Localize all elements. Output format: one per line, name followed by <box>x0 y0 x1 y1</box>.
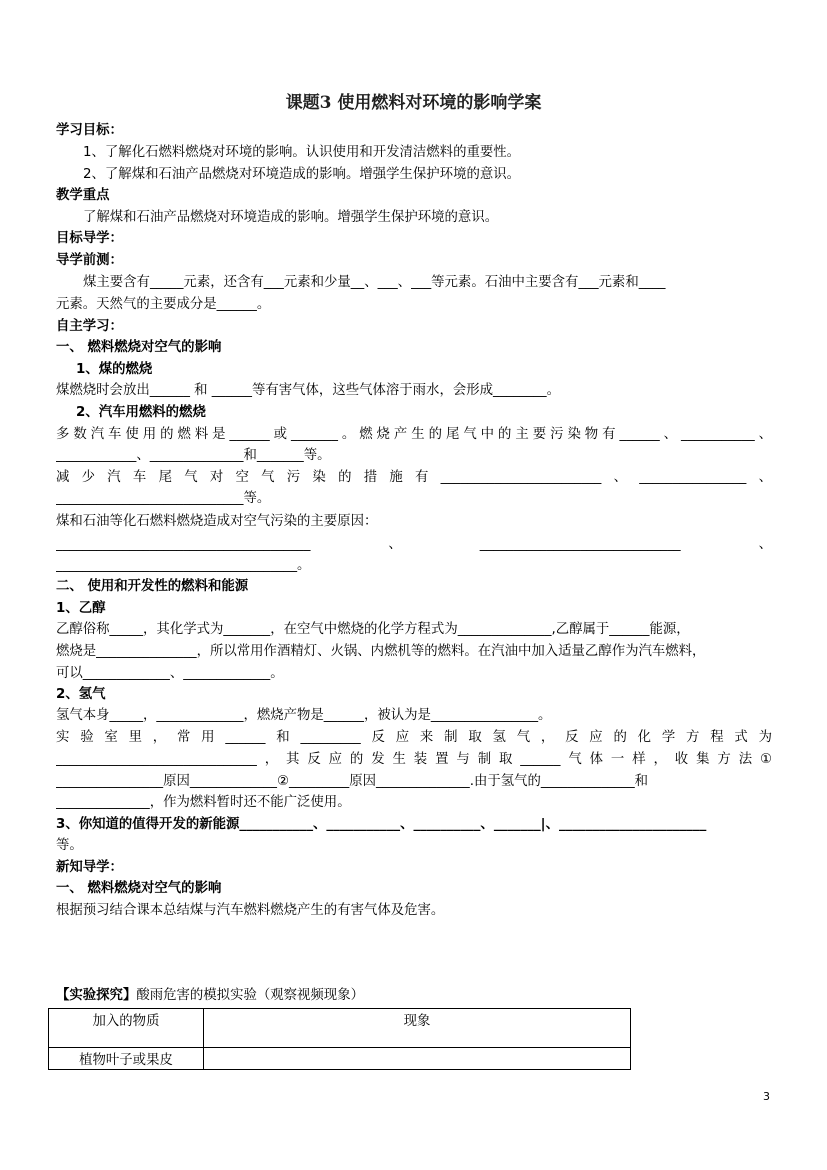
subheading-ethanol: 1、乙醇 <box>56 601 106 616</box>
section-heading-pretest: 导学前测： <box>56 253 123 268</box>
table-header-phenomenon: 现象 <box>204 1009 631 1048</box>
experiment-table <box>48 1008 631 1070</box>
hydrogen-line-4: ________________原因_____________②_________原因______________.由于氢气的______________和 <box>56 774 649 789</box>
hydrogen-line-5: ______________，作为燃料暂时还不能广泛使用。 <box>56 795 351 810</box>
pollution-cause-line-3: ____________________________________。 <box>56 558 311 573</box>
table-row <box>49 1048 631 1070</box>
ethanol-line-1: 乙醇俗称_____，其化学式为_______，在空气中燃烧的化学方程式为______________,乙醇属于______能源， <box>56 622 690 637</box>
pretest-line-1: 煤主要含有_____元素，还含有___元素和少量__、___、___等元素。石油中主要含有___元素和____ <box>83 275 666 290</box>
section-heading-goal-guide: 目标导学： <box>56 231 123 246</box>
pollution-cause-line-2: ______________________________________、______________________________、 <box>56 537 772 552</box>
car-fuel-line-2: ____________、______________和_______等。 <box>56 448 331 463</box>
new-knowledge-text: 根据预习结合课本总结煤与汽车燃料燃烧产生的有害气体及危害。 <box>56 903 445 918</box>
objective-1: 1、了解化石燃料燃烧对环境的影响。认识使用和开发清洁燃料的重要性。 <box>83 145 521 160</box>
hydrogen-line-2: 实验室里，常用______和_________反应来制取氢气，反应的化学方程式为 <box>56 730 772 745</box>
section-heading-key-points: 教学重点 <box>56 188 110 203</box>
exhaust-measures-line-1: 减少汽车尾气对空气污染的措施有________________________、________________、 <box>56 470 772 485</box>
objective-2: 2、了解煤和石油产品燃烧对环境造成的影响。增强学生保护环境的意识。 <box>83 167 521 182</box>
section-heading-fuel-air: 一、 燃料燃烧对空气的影响 <box>56 340 222 355</box>
experiment-label: 【实验探究】 <box>56 988 137 1003</box>
hydrogen-line-3: ______________________________，其反应的发生装置与制取______气体一样，收集方法① <box>56 752 772 767</box>
subheading-car-fuel: 2、汽车用燃料的燃烧 <box>76 405 206 420</box>
section-heading-new-fuels: 二、 使用和开发性的燃料和能源 <box>56 579 249 594</box>
section-heading-self-study: 自主学习： <box>56 319 123 334</box>
pretest-line-2: 元素。天然气的主要成分是______。 <box>56 297 271 312</box>
new-energy-line-2: 等。 <box>56 838 83 853</box>
table-header-substance: 加入的物质 <box>49 1009 204 1048</box>
subheading-coal: 1、煤的燃烧 <box>76 362 153 377</box>
experiment-heading <box>56 987 772 1005</box>
table-cell-substance: 植物叶子或果皮 <box>49 1048 204 1070</box>
subheading-hydrogen: 2、氢气 <box>56 687 106 702</box>
table-cell-phenomenon[interactable] <box>204 1048 631 1070</box>
key-points-text: 了解煤和石油产品燃烧对环境造成的影响。增强学生保护环境的意识。 <box>83 210 499 225</box>
section-heading-objectives: 学习目标： <box>56 123 123 138</box>
car-fuel-line-1: 多数汽车使用的燃料是______或_______。燃烧产生的尾气中的主要污染物有______、___________、 <box>56 427 772 442</box>
page-number: 3 <box>763 1090 770 1103</box>
ethanol-line-3: 可以_____________、_____________。 <box>56 666 284 681</box>
exhaust-measures-line-2: ____________________________等。 <box>56 491 271 506</box>
hydrogen-line-1: 氢气本身_____，_____________，燃烧产物是______，被认为是________________。 <box>56 708 552 723</box>
section-heading-new-knowledge: 新知导学： <box>56 860 123 875</box>
new-knowledge-heading: 一、 燃料燃烧对空气的影响 <box>56 881 222 896</box>
new-energy-line-1: 3、你知道的值得开发的新能源___________、___________、__________、_______|、______________________ <box>56 817 707 832</box>
pollution-cause-line-1: 煤和石油等化石燃料燃烧造成对空气污染的主要原因： <box>56 514 378 529</box>
coal-text: 煤燃烧时会放出______ 和 ______等有害气体，这些气体溶于雨水，会形成________。 <box>56 383 560 398</box>
ethanol-line-2: 燃烧是_______________，所以常用作酒精灯、火锅、内燃机等的燃料。在汽油中加入适量乙醇作为汽车燃料， <box>56 644 706 659</box>
experiment-text: 酸雨危害的模拟实验（观察视频现象） <box>136 988 364 1003</box>
table-header-row <box>49 1009 631 1048</box>
page-title: 课题3 使用燃料对环境的影响学案 <box>285 93 542 113</box>
